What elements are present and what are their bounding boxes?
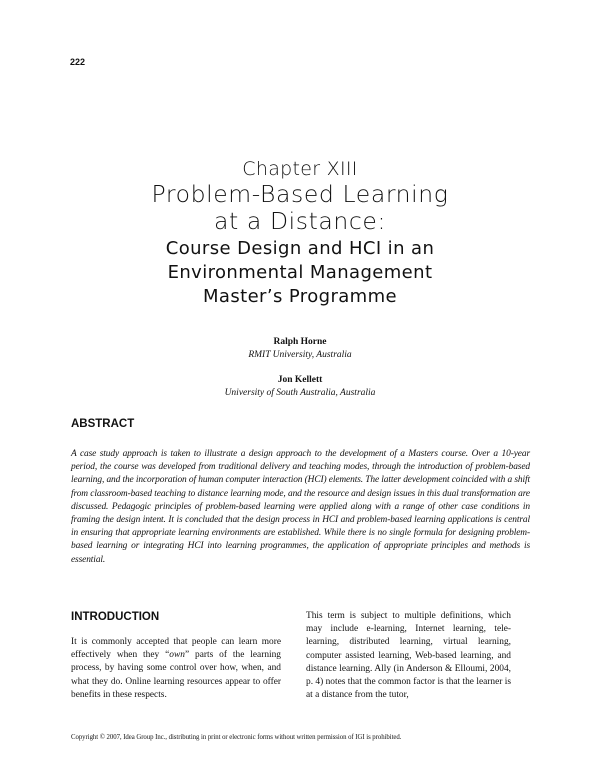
introduction-left-column [71, 636, 281, 702]
introduction-heading: INTRODUCTION [71, 611, 160, 623]
abstract-text: A case study approach is taken to illustrate a design approach to the development of a Masters course. Over a 10-year period, the course was developed from traditional delivery and teaching modes, through the introduction of problem-based learning, and the incorporation of human computer interaction (HCI) elements. The latter development coincided with a shift from classroom-based teaching to distance learning mode, and the resource and design issues in this dual transformation are discussed. Pedagogic principles of problem-based learning were applied along with a range of other case conditions in framing the design intent. It is concluded that the design process in HCI and problem-based learning applications is central in ensuring that appropriate learning environments are established. While there is no single formula for designing problem-based learning or integrating HCI into learning programmes, the application of appropriate principles and methods is essential. [71, 449, 530, 565]
chapter-label: Chapter XIII [242, 158, 358, 180]
intro-text-end: ” parts of the learning process, by having some control over how, when, and what they do. Online learning resources appear to offer benefits in these respects. [71, 650, 281, 700]
subtitle-line-3: Master’s Programme [202, 286, 398, 307]
page-number: 222 [70, 57, 86, 67]
subtitle-line-1: Course Design and HCI in an [165, 238, 435, 259]
title-line-1: Problem-Based Learning [151, 180, 449, 208]
chapter-title [0, 181, 600, 235]
chapter-subtitle [0, 237, 600, 309]
author-affiliation-2: University of South Australia, Australia [224, 388, 376, 398]
author-name-2: Jon Kellett [277, 375, 323, 385]
title-line-2: at a Distance: [213, 207, 387, 235]
intro-emphasis: own [169, 650, 185, 661]
author-name-1: Ralph Horne [273, 337, 327, 347]
abstract-heading: ABSTRACT [71, 418, 135, 430]
copyright-notice: Copyright © 2007, Idea Group Inc., distributing in print or electronic forms without written permission of IGI is prohibited. [71, 734, 402, 741]
introduction-right-column: This term is subject to multiple definitions, which may include e-learning, Internet learning, tele-learning, distributed learning, virtual learning, computer assisted learning, Web-based learning, and distance learning. Ally (in Anderson & Elloumi, 2004, p. 4) notes that the common factor is that the learner is at a distance from the tutor, [306, 611, 511, 701]
intro-text-start: It is commonly accepted that people can learn more effectively when they “ [71, 637, 281, 661]
author-affiliation-1: RMIT University, Australia [248, 350, 352, 360]
subtitle-line-2: Environmental Management [167, 262, 433, 283]
